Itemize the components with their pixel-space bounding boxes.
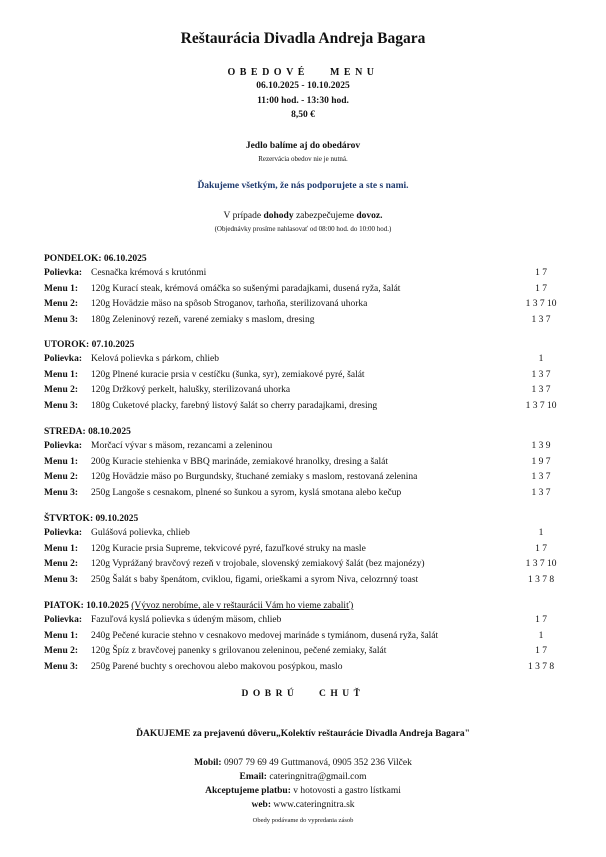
- email-value: cateringnitra@gmail.com: [266, 772, 367, 782]
- row-allergens: 1 3 7: [531, 472, 551, 482]
- menu-row: [44, 439, 564, 455]
- row-label: Menu 3:: [44, 314, 79, 325]
- row-dish: 120g Kurací steak, krémová omáčka so sušenými paradajkami, dusená ryža, šalát: [91, 283, 401, 294]
- day-wednesday: [44, 425, 564, 501]
- day-heading: [44, 338, 564, 352]
- day-heading-text: PONDELOK: 06.10.2025: [44, 254, 147, 264]
- row-dish: 120g Držkový perkelt, halušky, sterilizovaná uhorka: [91, 385, 291, 395]
- menu-row: [44, 399, 564, 415]
- row-label: Menu 2:: [44, 299, 79, 309]
- phone-label: Mobil:: [194, 758, 222, 768]
- day-heading: [44, 512, 564, 526]
- day-tuesday: [44, 338, 564, 414]
- row-label: Menu 3:: [44, 661, 79, 672]
- row-allergens: 1 3 7: [531, 385, 551, 395]
- row-label: Menu 1:: [44, 456, 79, 467]
- thanks-message: Ďakujeme všetkým, že nás podporujete a ste s nami.: [197, 181, 409, 191]
- menu-heading: OBEDOVÉ MENU: [227, 67, 379, 78]
- contact-phone: [0, 758, 606, 768]
- row-dish: 120g Kuracie prsia Supreme, tekvicové pyré, fazuľkové struky na masle: [91, 543, 366, 554]
- menu-row: [44, 629, 564, 645]
- row-label: Polievka:: [44, 268, 82, 278]
- contact-web: [0, 800, 606, 810]
- row-label: Polievka:: [44, 354, 82, 364]
- row-allergens: 1 9 7: [531, 456, 551, 467]
- row-dish: 250g Langoše s cesnakom, plnené so šunkou a syrom, kyslá smotana alebo kečup: [91, 487, 402, 498]
- delivery-note: [0, 211, 606, 221]
- day-thursday: [44, 512, 564, 588]
- bon-appetit: DOBRÚ CHUŤ: [241, 689, 365, 699]
- delivery-bold-2: dovoz.: [356, 211, 383, 221]
- row-label: Polievka:: [44, 615, 82, 625]
- menu-price: 8,50 €: [291, 110, 315, 120]
- row-allergens: 1 3 7 8: [527, 661, 555, 672]
- web-value: www.cateringnitra.sk: [270, 800, 355, 810]
- serving-hours: 11:00 hod. - 13:30 hod.: [257, 96, 349, 106]
- row-dish: 120g Vyprážaný bravčový rezeň v trojobale, slovenský zemiakový šalát (bez majonézy): [91, 559, 425, 569]
- contact-payment: [0, 786, 606, 796]
- row-dish: Kelová polievka s párkom, chlieb: [91, 354, 219, 364]
- day-note: (Vývoz nerobíme, ale v reštaurácii Vám ho vieme zabaliť): [131, 601, 354, 611]
- thanks-footer: ĎAKUJEME za prejavenú dôveru„Kolektív reštaurácie Divadla Andreja Bagara": [136, 729, 470, 739]
- row-allergens: 1 3 7: [531, 487, 551, 498]
- row-allergens: 1 7: [535, 543, 547, 554]
- menu-row: [44, 660, 564, 676]
- row-dish: Fazuľová kyslá polievka s údeným mäsom, chlieb: [91, 615, 282, 625]
- restaurant-title: Reštaurácia Divadla Andreja Bagara: [180, 30, 426, 47]
- row-label: Menu 3:: [44, 487, 79, 498]
- row-label: Menu 2:: [44, 559, 79, 569]
- row-allergens: 1 3 7: [531, 314, 551, 325]
- menu-row: [44, 526, 564, 542]
- footnote: Obedy podávame do vypredania zásob: [252, 817, 354, 824]
- row-allergens: 1 7: [535, 615, 547, 625]
- payment-value: v hotovosti a gastro lístkami: [290, 786, 401, 796]
- row-dish: 250g Šalát s baby špenátom, cviklou, figami, orieškami a syrom Niva, celozrnný toast: [91, 574, 419, 585]
- row-dish: Morčací vývar s mäsom, rezancami a zeleninou: [91, 441, 273, 451]
- menu-row: [44, 470, 564, 486]
- row-allergens: 1 3 7: [531, 369, 551, 380]
- row-allergens: 1 7: [535, 646, 547, 656]
- row-allergens: 1 3 7 10: [525, 299, 557, 309]
- menu-row: [44, 573, 564, 589]
- row-dish: 180g Zeleninový rezeň, varené zemiaky s maslom, dresing: [91, 314, 315, 325]
- row-dish: 120g Hovädzie mäso po Burgundsky, štuchané zemiaky s maslom, restovaná zelenina: [91, 472, 418, 482]
- menu-row: [44, 455, 564, 471]
- menu-row: [44, 297, 564, 313]
- row-label: Menu 1:: [44, 543, 79, 554]
- row-dish: 200g Kuracie stehienka v BBQ marináde, zemiakové hranolky, dresing a šalát: [91, 456, 388, 467]
- menu-row: [44, 613, 564, 629]
- menu-row: [44, 542, 564, 558]
- day-heading-text: UTOROK: 07.10.2025: [44, 340, 135, 350]
- row-allergens: 1: [538, 528, 544, 538]
- delivery-text-pre: V prípade: [223, 211, 264, 221]
- row-dish: 180g Cuketové placky, farebný listový šalát so cherry paradajkami, dresing: [91, 400, 378, 411]
- row-label: Menu 3:: [44, 400, 79, 411]
- row-dish: Gulášová polievka, chlieb: [91, 528, 190, 538]
- day-heading: [44, 252, 564, 266]
- day-heading-text: STREDA: 08.10.2025: [44, 427, 131, 437]
- day-monday: [44, 252, 564, 328]
- row-label: Menu 2:: [44, 385, 79, 395]
- row-allergens: 1 7: [535, 283, 547, 294]
- menu-row: [44, 368, 564, 384]
- row-label: Menu 3:: [44, 574, 79, 585]
- row-label: Menu 2:: [44, 646, 79, 656]
- row-allergens: 1 7: [535, 268, 547, 278]
- row-label: Polievka:: [44, 528, 82, 538]
- day-heading-text: PIATOK: 10.10.2025: [44, 601, 132, 611]
- row-allergens: 1: [538, 630, 544, 641]
- menu-row: [44, 313, 564, 329]
- row-dish: 120g Špíz z bravčovej panenky s grilovanou zeleninou, pečené zemiaky, šalát: [91, 646, 387, 656]
- row-allergens: 1 3 7 10: [525, 559, 557, 569]
- row-dish: 240g Pečené kuracie stehno v cesnakovo medovej marináde s tymiánom, dusená ryža, šalát: [91, 630, 439, 641]
- row-allergens: 1 3 9: [531, 441, 551, 451]
- row-allergens: 1 3 7 8: [527, 574, 555, 585]
- menu-row: [44, 486, 564, 502]
- day-heading-text: ŠTVRTOK: 09.10.2025: [44, 514, 139, 524]
- row-dish: 120g Hovädzie mäso na spôsob Stroganov, tarhoňa, sterilizovaná uhorka: [91, 299, 368, 309]
- row-label: Menu 1:: [44, 369, 79, 380]
- row-dish: 120g Plnené kuracie prsia v cestíčku (šunka, syr), zemiakové pyré, šalát: [91, 369, 365, 380]
- menu-row: [44, 352, 564, 368]
- row-label: Menu 1:: [44, 630, 79, 641]
- orders-note: (Objednávky prosíme nahlasovať od 08:00 hod. do 10:00 hod.): [214, 225, 392, 233]
- menu-row: [44, 266, 564, 282]
- row-allergens: 1: [538, 354, 544, 364]
- row-allergens: 1 3 7 10: [525, 400, 557, 411]
- menu-row: [44, 282, 564, 298]
- web-label: web:: [251, 800, 271, 810]
- contact-email: [0, 772, 606, 782]
- delivery-text-mid: zabezpečujeme: [293, 211, 357, 221]
- packing-note: Jedlo balíme aj do obedárov: [245, 141, 361, 151]
- phone-value: 0907 79 69 49 Guttmanová, 0905 352 236 Vilček: [221, 758, 412, 768]
- day-heading: [44, 425, 564, 439]
- row-label: Menu 1:: [44, 283, 79, 294]
- menu-dates: 06.10.2025 - 10.10.2025: [256, 81, 350, 91]
- row-dish: 250g Parené buchty s orechovou alebo makovou posýpkou, maslo: [91, 661, 343, 672]
- menu-row: [44, 557, 564, 573]
- row-dish: Cesnačka krémová s krutónmi: [91, 268, 207, 278]
- menu-row: [44, 644, 564, 660]
- day-friday: [44, 599, 564, 675]
- delivery-bold-1: dohody: [263, 211, 294, 221]
- email-label: Email:: [239, 772, 267, 782]
- row-label: Polievka:: [44, 441, 82, 451]
- day-heading: [44, 599, 564, 613]
- row-label: Menu 2:: [44, 472, 79, 482]
- reservation-note: Rezervácia obedov nie je nutná.: [258, 155, 348, 163]
- menu-row: [44, 383, 564, 399]
- payment-label: Akceptujeme platbu:: [205, 786, 291, 796]
